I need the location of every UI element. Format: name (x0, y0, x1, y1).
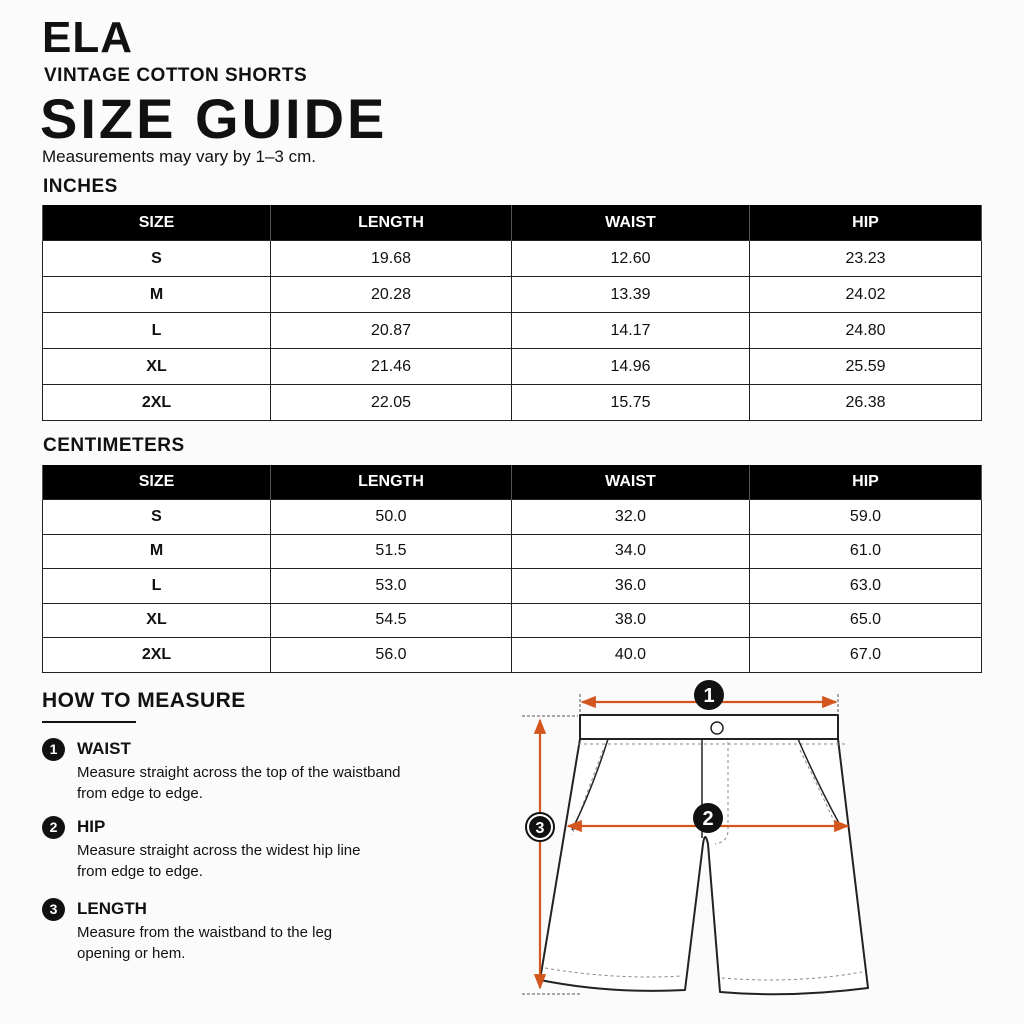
hip-cell: 23.23 (750, 241, 982, 277)
step-description-line: Measure from the waistband to the leg (77, 924, 333, 941)
hip-cell: 65.0 (750, 603, 982, 638)
waist-cell: 38.0 (512, 603, 750, 638)
table-row (43, 277, 982, 313)
length-cell: 22.05 (271, 385, 512, 421)
size-cell: XL (43, 349, 271, 385)
length-cell: 54.5 (271, 603, 512, 638)
column-header-hip: HIP (750, 205, 982, 241)
step-description-line: from edge to edge. (77, 863, 203, 880)
size-cell: L (43, 569, 271, 604)
step-description (77, 840, 457, 882)
size-cell: 2XL (43, 385, 271, 421)
column-header-size: SIZE (43, 205, 271, 241)
column-header-hip: HIP (750, 465, 982, 500)
waist-cell: 34.0 (512, 534, 750, 569)
badge-number: 1 (703, 685, 715, 707)
length-cell: 19.68 (271, 241, 512, 277)
table-row (43, 534, 982, 569)
table-row (43, 349, 982, 385)
waist-cell: 32.0 (512, 500, 750, 535)
hip-cell: 67.0 (750, 638, 982, 673)
length-badge (526, 813, 554, 841)
column-header-waist: WAIST (512, 465, 750, 500)
table-row (43, 638, 982, 673)
centimeters-size-table (42, 465, 982, 673)
waist-cell: 36.0 (512, 569, 750, 604)
waist-cell: 14.96 (512, 349, 750, 385)
column-header-size: SIZE (43, 465, 271, 500)
waist-cell: 12.60 (512, 241, 750, 277)
inches-section-title: INCHES (43, 176, 118, 197)
length-cell: 56.0 (271, 638, 512, 673)
length-cell: 20.28 (271, 277, 512, 313)
step-description (77, 922, 457, 964)
shorts-illustration (540, 715, 868, 994)
brand-logo: ELA (42, 13, 133, 62)
step-label: LENGTH (77, 899, 147, 918)
table-header-row (43, 205, 982, 241)
hip-cell: 24.02 (750, 277, 982, 313)
waist-cell: 15.75 (512, 385, 750, 421)
length-cell: 21.46 (271, 349, 512, 385)
table-row (43, 500, 982, 535)
step-label: WAIST (77, 739, 131, 758)
table-header-row (43, 465, 982, 500)
length-cell: 50.0 (271, 500, 512, 535)
step-label: HIP (77, 817, 106, 836)
size-cell: S (43, 500, 271, 535)
inches-size-table (42, 205, 982, 421)
badge-number: 3 (535, 820, 545, 837)
step-number-badge: 2 (42, 816, 65, 839)
product-name: VINTAGE COTTON SHORTS (44, 65, 308, 86)
table-row (43, 385, 982, 421)
hip-cell: 61.0 (750, 534, 982, 569)
shorts-body (540, 739, 868, 994)
step-number-badge: 1 (42, 738, 65, 761)
size-cell: 2XL (43, 638, 271, 673)
page-title: SIZE GUIDE (40, 87, 388, 150)
table-row (43, 241, 982, 277)
shorts-measurement-diagram (500, 670, 900, 1010)
step-description-line: from edge to edge. (77, 785, 203, 802)
size-cell: M (43, 277, 271, 313)
waistband (580, 715, 838, 739)
size-cell: XL (43, 603, 271, 638)
waist-cell: 14.17 (512, 313, 750, 349)
column-header-length: LENGTH (271, 205, 512, 241)
step-number-badge: 3 (42, 898, 65, 921)
hip-cell: 26.38 (750, 385, 982, 421)
column-header-waist: WAIST (512, 205, 750, 241)
section-divider (42, 721, 136, 723)
centimeters-section-title: CENTIMETERS (43, 435, 185, 456)
hip-cell: 63.0 (750, 569, 982, 604)
column-header-length: LENGTH (271, 465, 512, 500)
table-row (43, 603, 982, 638)
table-row (43, 569, 982, 604)
hip-cell: 59.0 (750, 500, 982, 535)
hip-cell: 25.59 (750, 349, 982, 385)
how-to-measure-title: HOW TO MEASURE (42, 689, 246, 712)
table-row (43, 313, 982, 349)
hip-cell: 24.80 (750, 313, 982, 349)
step-description (77, 762, 457, 804)
button-icon (711, 722, 723, 734)
hip-badge (693, 803, 723, 833)
size-cell: M (43, 534, 271, 569)
length-cell: 53.0 (271, 569, 512, 604)
badge-number: 2 (702, 808, 714, 830)
size-cell: S (43, 241, 271, 277)
step-description-line: Measure straight across the top of the waistband (77, 764, 401, 781)
length-cell: 51.5 (271, 534, 512, 569)
measurement-note: Measurements may vary by 1–3 cm. (42, 147, 316, 166)
step-description-line: opening or hem. (77, 945, 186, 962)
size-cell: L (43, 313, 271, 349)
length-cell: 20.87 (271, 313, 512, 349)
step-description-line: Measure straight across the widest hip line (77, 842, 361, 859)
waist-badge (694, 680, 724, 710)
waist-cell: 40.0 (512, 638, 750, 673)
waist-cell: 13.39 (512, 277, 750, 313)
